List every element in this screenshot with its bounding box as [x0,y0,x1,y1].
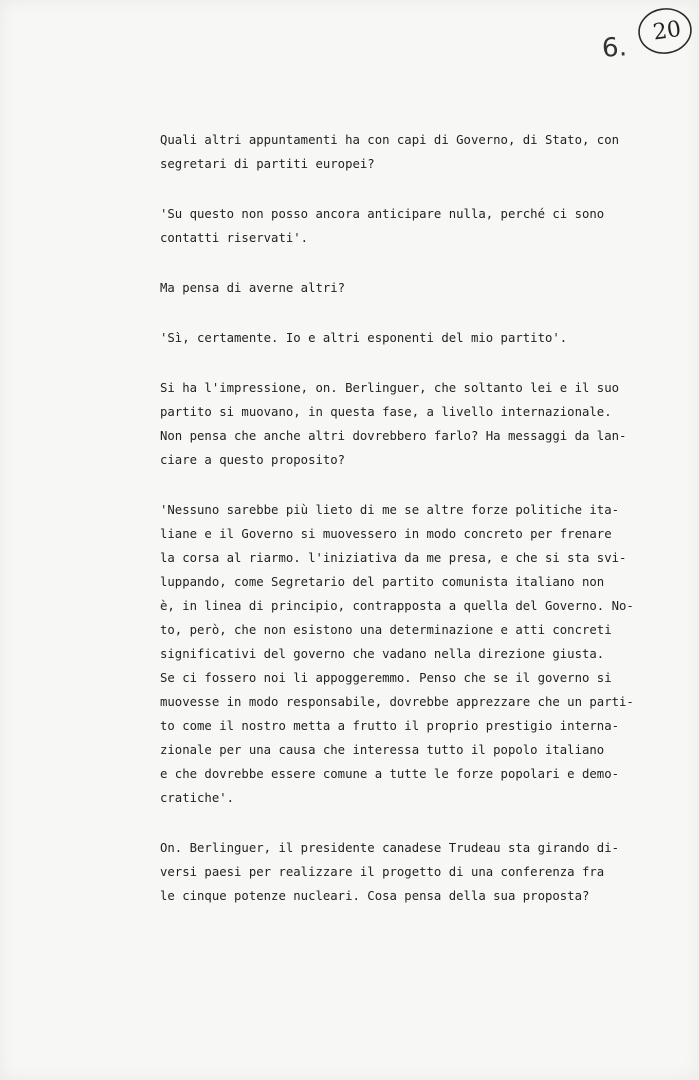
paragraph [160,498,634,810]
text-line: On. Berlinguer, il presidente canadese Trudeau sta girando di- [160,841,620,855]
paragraph [160,276,630,300]
page-number: 6. [600,32,628,64]
text-line: Si ha l'impressione, on. Berlinguer, che soltanto lei e il suo [160,381,620,395]
paragraph-gap [160,176,630,202]
text-line: to come il nostro metta a frutto il proprio prestigio interna- [160,719,620,733]
text-line: luppando, come Segretario del partito comunista italiano non [160,575,605,589]
text-line: segretari di partiti europei? [160,157,375,171]
paragraph-gap [160,350,630,376]
text-line: contatti riservati'. [160,231,309,245]
paragraph [160,128,630,176]
text-line: Non pensa che anche altri dovrebbero farlo? Ha messaggi da lan- [160,429,627,443]
document-body [160,128,634,908]
text-line: partito si muovano, in questa fase, a livello internazionale. [160,405,612,419]
stamp-number: 20 [651,16,683,46]
paragraph-gap [160,300,630,326]
paragraph [160,326,630,350]
paragraph-gap [160,810,630,836]
text-line: è, in linea di principio, contrapposta a quella del Governo. No- [160,599,634,613]
paragraph [160,836,630,908]
text-line: muovesse in modo responsabile, dovrebbe apprezzare che un parti- [160,695,634,709]
text-line: le cinque potenze nucleari. Cosa pensa della sua proposta? [160,889,590,903]
text-line: e che dovrebbe essere comune a tutte le forze popolari e demo- [160,767,620,781]
text-line: ciare a questo proposito? [160,453,346,467]
page-stamp [634,3,694,61]
text-line: la corsa al riarmo. l'iniziativa da me presa, e che si sta svi- [160,551,627,565]
text-line: Quali altri appuntamenti ha con capi di Governo, di Stato, con [160,133,620,147]
paragraph-gap [160,472,630,498]
text-line: Se ci fossero noi li appoggeremmo. Penso che se il governo si [160,671,612,685]
text-line: significativi del governo che vadano nella direzione giusta. [160,647,605,661]
paragraph [160,376,630,472]
paragraph [160,202,630,250]
text-line: 'Su questo non posso ancora anticipare nulla, perché ci sono [160,207,605,221]
text-line: cratiche'. [160,791,235,805]
text-line: 'Sì, certamente. Io e altri esponenti del mio partito'. [160,331,568,345]
text-line: Ma pensa di averne altri? [160,281,346,295]
text-line: to, però, che non esistono una determinazione e atti concreti [160,623,612,637]
text-line: zionale per una causa che interessa tutto il popolo italiano [160,743,605,757]
text-line: 'Nessuno sarebbe più lieto di me se altre forze politiche ita- [160,503,620,517]
text-line: liane e il Governo si muovessero in modo concreto per frenare [160,527,612,541]
text-line: versi paesi per realizzare il progetto di una conferenza fra [160,865,605,879]
paragraph-gap [160,250,630,276]
